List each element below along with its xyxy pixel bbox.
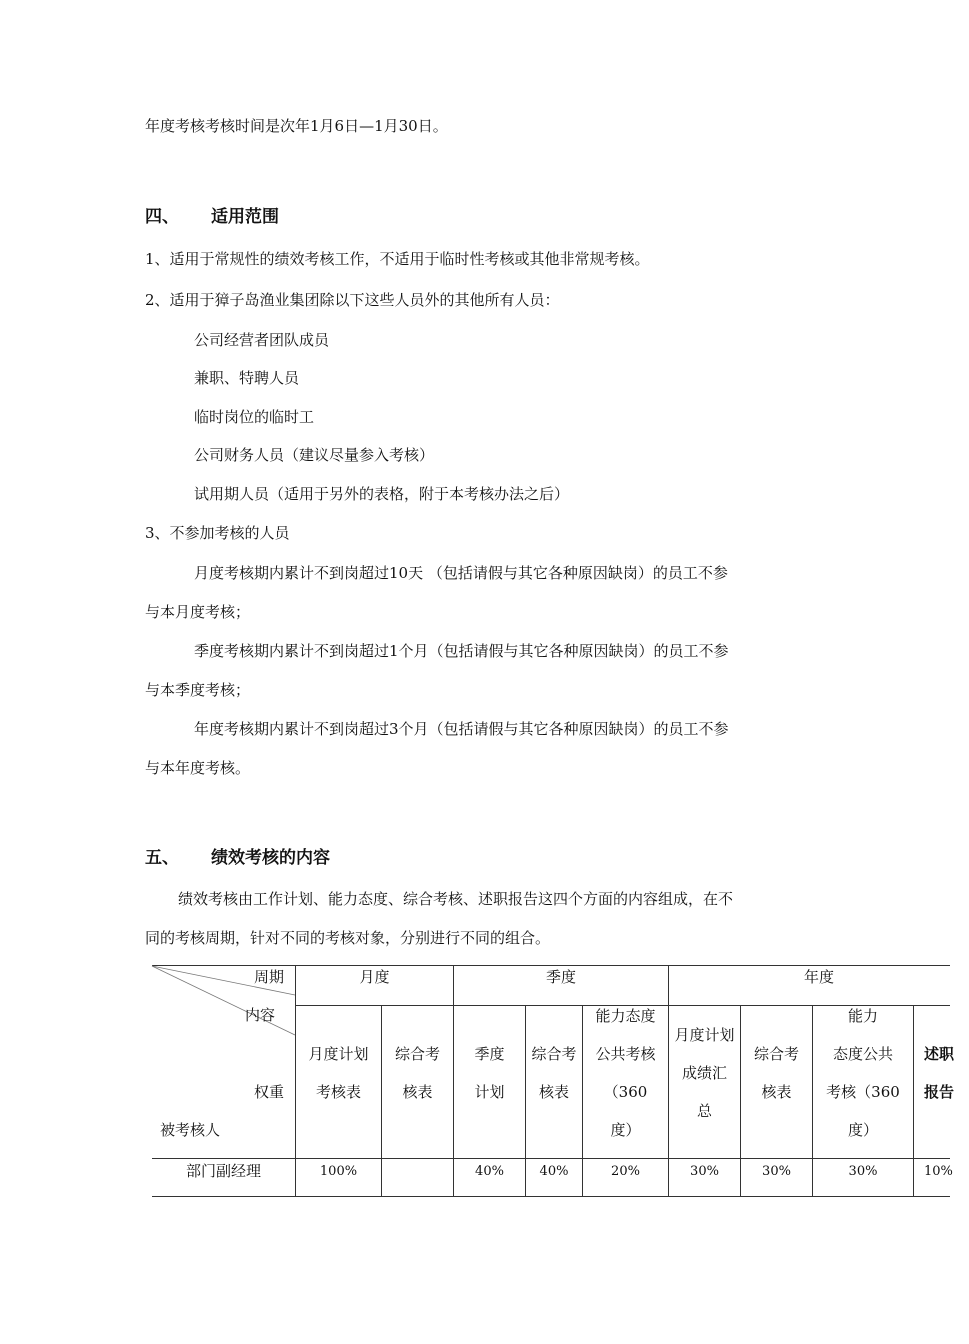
column-header-truncated: 述职 报告 [924, 1045, 955, 1101]
table-cell: 20% [611, 1164, 640, 1179]
content-paragraph: 绩效考核由工作计划、能力态度、综合考核、述职报告这四个方面的内容组成，在不 [178, 890, 734, 908]
column-header: 综合考 核表 [531, 1045, 577, 1101]
corner-label-content: 内容 [245, 1006, 276, 1024]
table-cell: 30% [848, 1164, 878, 1179]
exclusion-annual: 年度考核期内累计不到岗超过3个月（包括请假与其它各种原因缺岗）的员工不参 [194, 720, 729, 738]
exclusion-quarterly-cont: 与本季度考核； [145, 681, 251, 699]
corner-label-period: 周期 [254, 968, 285, 986]
scope-item-1: 1、适用于常规性的绩效考核工作，不适用于临时性考核或其他非常规考核。 [145, 250, 650, 268]
period-header-quarter: 季度 [545, 968, 576, 986]
exclusion-annual-cont: 与本年度考核。 [145, 759, 251, 777]
intro-text: 年度考核考核时间是次年1月6日—1月30日。 [145, 117, 448, 135]
scope-item-3: 3、不参加考核的人员 [145, 524, 290, 542]
scope-sub-item: 公司经营者团队成员 [194, 331, 330, 349]
scope-sub-item: 临时岗位的临时工 [194, 408, 315, 426]
table-border-bottom [152, 1196, 950, 1197]
column-header: 能力 态度公共 考核（360 度） [826, 1007, 900, 1139]
section-4-number: 四、 [145, 207, 179, 227]
table-cell: 40% [475, 1164, 504, 1179]
period-header-year: 年度 [803, 968, 834, 986]
exclusion-monthly-cont: 与本月度考核； [145, 603, 251, 621]
scope-sub-item: 公司财务人员（建议尽量参入考核） [194, 446, 435, 464]
period-header-month: 月度 [359, 968, 390, 986]
scope-sub-item: 兼职、特聘人员 [194, 369, 300, 387]
table-cell: 40% [539, 1164, 569, 1179]
table-cell: 100% [319, 1164, 358, 1179]
section-5-number: 五、 [145, 848, 179, 868]
column-header: 综合考 核表 [394, 1045, 440, 1101]
column-header: 能力态度 公共考核 （360 度） [595, 1007, 656, 1139]
scope-sub-item: 试用期人员（适用于另外的表格，附于本考核办法之后） [194, 485, 570, 503]
corner-label-weight: 权重 [254, 1083, 285, 1101]
scope-item-2: 2、适用于獐子岛渔业集团除以下这些人员外的其他所有人员： [145, 291, 560, 309]
section-5-title: 绩效考核的内容 [211, 848, 330, 868]
column-header: 综合考 核表 [753, 1045, 799, 1101]
column-header: 月度计划 考核表 [308, 1045, 369, 1101]
content-paragraph-cont: 同的考核周期，针对不同的考核对象，分别进行不同的组合。 [145, 929, 551, 947]
corner-label-subject: 被考核人 [160, 1121, 221, 1139]
table-cell: 10% [924, 1164, 953, 1179]
table-cell: 30% [690, 1164, 719, 1179]
section-4-title: 适用范围 [211, 207, 279, 227]
row-label: 部门副经理 [185, 1162, 261, 1180]
exclusion-quarterly: 季度考核期内累计不到岗超过1个月（包括请假与其它各种原因缺岗）的员工不参 [194, 642, 729, 660]
exclusion-monthly: 月度考核期内累计不到岗超过10天 （包括请假与其它各种原因缺岗）的员工不参 [194, 564, 728, 582]
table-col-divider [913, 1005, 914, 1197]
column-header: 季度 计划 [474, 1045, 505, 1101]
column-header: 月度计划 成绩汇 总 [674, 1026, 735, 1120]
table-cell: 30% [762, 1164, 791, 1179]
